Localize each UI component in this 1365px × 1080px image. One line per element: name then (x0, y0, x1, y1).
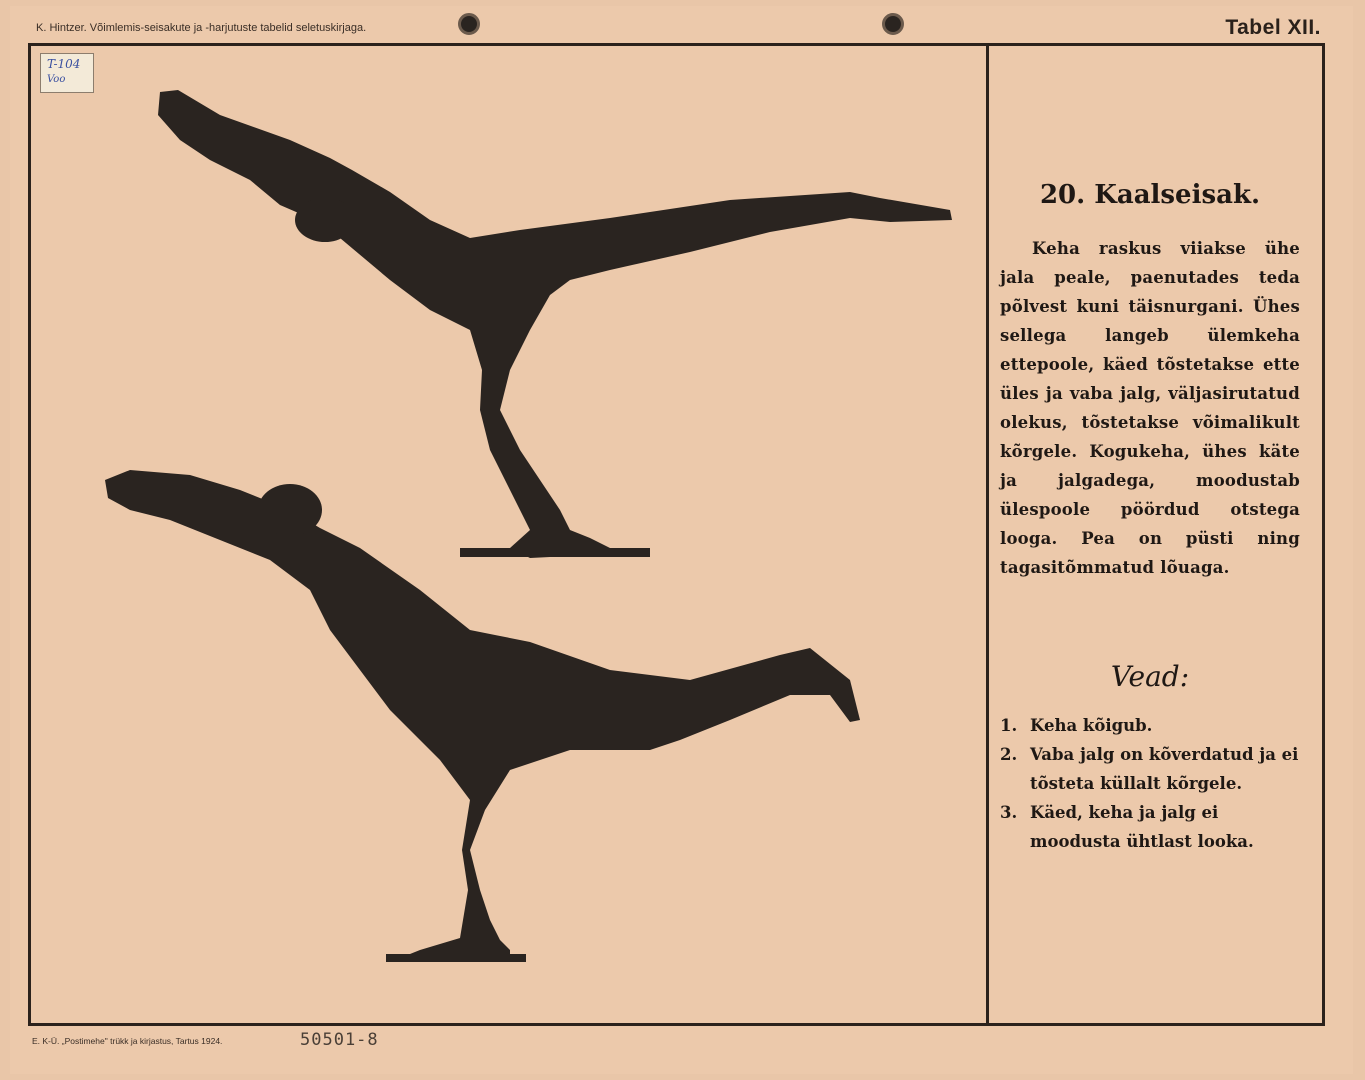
archive-stamp (40, 53, 94, 93)
frame-divider (986, 43, 989, 1026)
handwritten-inventory-number: 50501-8 (300, 1030, 379, 1050)
author-heading: K. Hintzer. Võimlemis-seisakute ja -harjutuste tabelid seletuskirjaga. (36, 22, 367, 34)
stamp-line-1: T-104 (47, 57, 81, 71)
faults-heading: Vead: (1110, 660, 1190, 693)
fault-text: Käed, keha ja jalg ei moodusta ühtlast looka. (1030, 803, 1254, 851)
description-panel (1000, 180, 1300, 856)
exercise-description (1000, 234, 1300, 582)
printer-imprint: E. K-Ü. „Postimehe" trükk ja kirjastus, Tartus 1924. (32, 1036, 223, 1046)
fault-number: 1. (1000, 716, 1018, 735)
fault-number: 2. (1000, 745, 1018, 764)
gymnast-illustrations (90, 70, 970, 970)
stamp-line-2: Voo (47, 74, 66, 85)
table-number: Tabel XII. (1225, 16, 1321, 39)
gymnast-figure-bottom (105, 470, 860, 962)
hanging-hole-left (458, 13, 480, 35)
faults-list (1000, 711, 1300, 856)
fault-text: Keha kõigub. (1030, 716, 1153, 735)
fault-number: 3. (1000, 803, 1018, 822)
fault-item (1000, 740, 1300, 798)
description-text: Keha raskus viiakse ühe jala peale, paenutades teda põlvest kuni täisnurgani. Ühes sellega langeb ülemkeha ettepoole, käed tõstetakse ette üles ja vaba jalg, väljasirutatud olekus, tõstetakse võimalikult kõrgele. Kogukeha, ühes käte ja jalgadega, moodustab ülespoole pöördud otstega looga. Pea on püsti ning tagasitõmmatud lõuaga. (1000, 239, 1300, 577)
fault-item (1000, 711, 1300, 740)
fault-text: Vaba jalg on kõverdatud ja ei tõsteta küllalt kõrgele. (1030, 745, 1299, 793)
fault-item (1000, 798, 1300, 856)
exercise-title: 20. Kaalseisak. (1039, 180, 1261, 210)
hanging-hole-right (882, 13, 904, 35)
